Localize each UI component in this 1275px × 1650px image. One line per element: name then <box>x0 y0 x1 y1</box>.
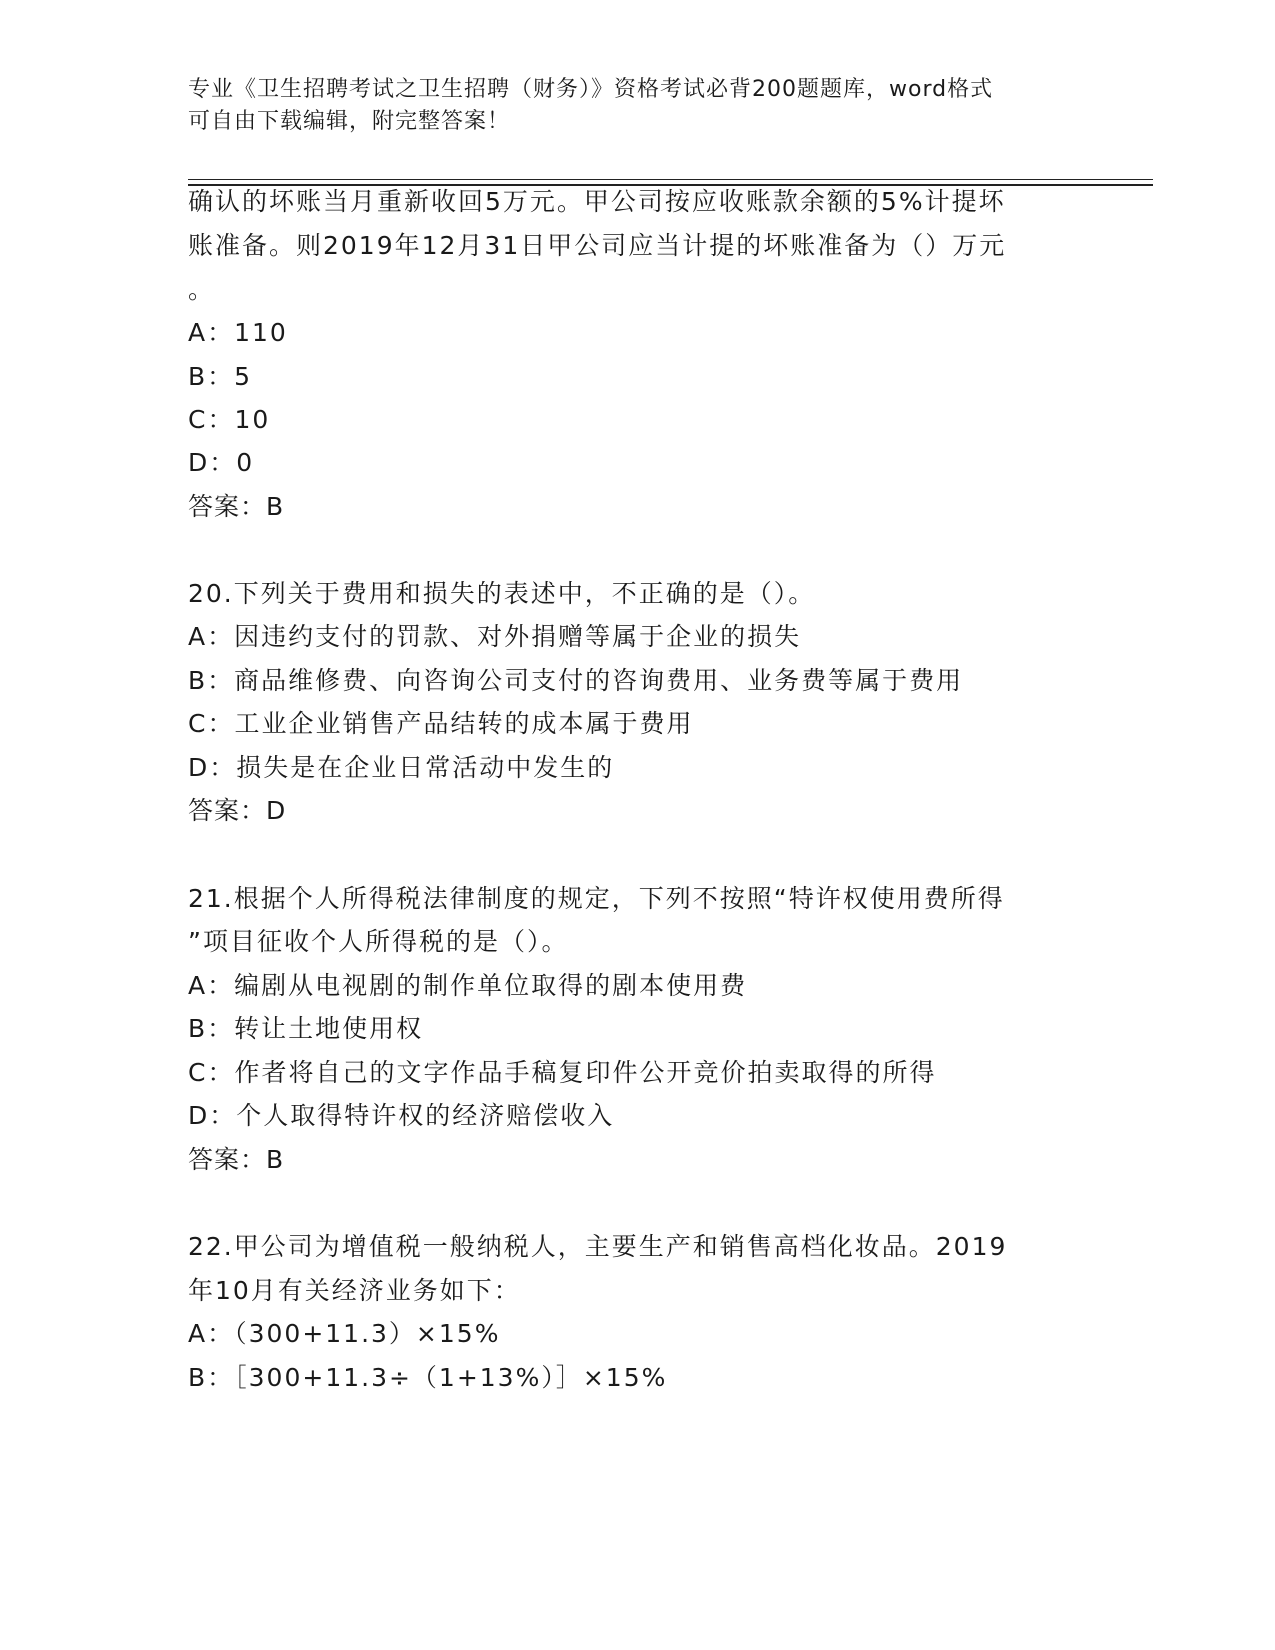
q20-option-a: A：因违约支付的罚款、对外捐赠等属于企业的损失 <box>188 622 802 651</box>
q22-text-line-1: 22.甲公司为增值税一般纳税人，主要生产和销售高档化妆品。2019 <box>188 1232 1008 1261</box>
q21-option-d: D：个人取得特许权的经济赔偿收入 <box>188 1101 615 1130</box>
q21-option-b: B：转让土地使用权 <box>188 1014 424 1043</box>
header-title-line-2: 可自由下载编辑，附完整答案！ <box>188 109 511 134</box>
q21-text-line-1: 21.根据个人所得税法律制度的规定，下列不按照“特许权使用费所得 <box>188 884 1005 913</box>
header-title-line-1: 专业《卫生招聘考试之卫生招聘（财务）》资格考试必背200题题库，word格式 <box>188 77 994 102</box>
q21-option-a: A：编剧从电视剧的制作单位取得的剧本使用费 <box>188 971 748 1000</box>
q19-option-d: D：0 <box>188 448 255 477</box>
q22-option-b: B：［300+11.3÷（1+13%）］×15% <box>188 1363 668 1392</box>
q20-option-c: C：工业企业销售产品结转的成本属于费用 <box>188 709 694 738</box>
header-rule-thin <box>188 179 1153 180</box>
q20-answer: 答案：D <box>188 796 287 825</box>
q22-option-a: A：（300+11.3）×15% <box>188 1319 501 1348</box>
q19-option-c: C：10 <box>188 405 271 434</box>
q21-option-c: C：作者将自己的文字作品手稿复印件公开竞价拍卖取得的所得 <box>188 1058 937 1087</box>
q21-answer: 答案：B <box>188 1145 285 1174</box>
q19-answer: 答案：B <box>188 492 285 521</box>
q19-option-a: A：110 <box>188 318 288 347</box>
q19-option-b: B：5 <box>188 362 253 391</box>
q21-text-line-2: ”项目征收个人所得税的是（）。 <box>188 927 569 956</box>
q19-text-line-3: 。 <box>188 275 216 304</box>
q20-option-b: B：商品维修费、向咨询公司支付的咨询费用、业务费等属于费用 <box>188 666 964 695</box>
q19-text-line-2: 账准备。则2019年12月31日甲公司应当计提的坏账准备为（）万元 <box>188 231 1007 260</box>
q20-text-line-1: 20.下列关于费用和损失的表述中，不正确的是（）。 <box>188 579 816 608</box>
q20-option-d: D：损失是在企业日常活动中发生的 <box>188 753 615 782</box>
document-header <box>188 74 1088 138</box>
q22-text-line-2: 年10月有关经济业务如下： <box>188 1276 521 1305</box>
q19-text-line-1: 确认的坏账当月重新收回5万元。甲公司按应收账款余额的5%计提坏 <box>188 187 1006 216</box>
